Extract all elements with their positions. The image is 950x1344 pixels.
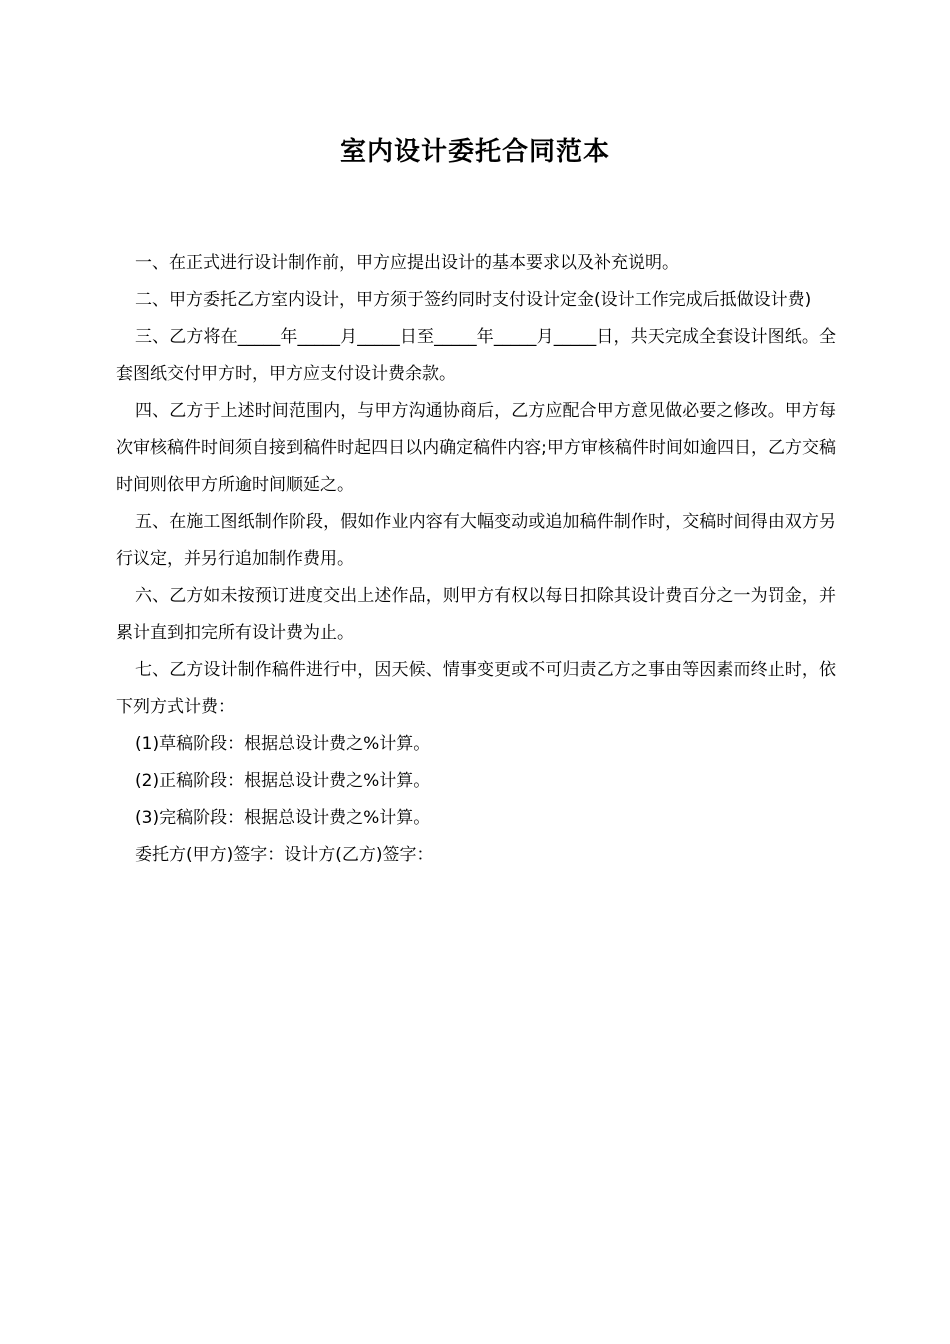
clause-5: 五、在施工图纸制作阶段，假如作业内容有大幅变动或追加稿件制作时，交稿时间得由双方另行议定，并另行追加制作费用。 bbox=[116, 512, 836, 569]
document-body bbox=[116, 245, 836, 874]
clause-6: 六、乙方如未按预订进度交出上述作品，则甲方有权以每日扣除其设计费百分之一为罚金，并累计直到扣完所有设计费为止。 bbox=[116, 586, 836, 643]
clause-7: 七、乙方设计制作稿件进行中，因天候、情事变更或不可归责乙方之事由等因素而终止时，依下列方式计费： bbox=[116, 660, 836, 717]
clause-3: 三、乙方将在_____年_____月_____日至_____年_____月_____日，共天完成全套设计图纸。全套图纸交付甲方时，甲方应支付设计费余款。 bbox=[116, 327, 836, 384]
fee-item-final: (3)完稿阶段：根据总设计费之%计算。 bbox=[135, 808, 431, 828]
fee-item-draft: (1)草稿阶段：根据总设计费之%计算。 bbox=[135, 734, 431, 754]
fee-item-formal: (2)正稿阶段：根据总设计费之%计算。 bbox=[135, 771, 431, 791]
document-title: 室内设计委托合同范本 bbox=[339, 137, 610, 167]
clause-1: 一、在正式进行设计制作前，甲方应提出设计的基本要求以及补充说明。 bbox=[135, 253, 679, 273]
clause-4: 四、乙方于上述时间范围内，与甲方沟通协商后，乙方应配合甲方意见做必要之修改。甲方每次审核稿件时间须自接到稿件时起四日以内确定稿件内容;甲方审核稿件时间如逾四日，乙方交稿时间则依甲方所逾时间顺延之。 bbox=[116, 401, 836, 495]
clause-2: 二、甲方委托乙方室内设计，甲方须于签约同时支付设计定金(设计工作完成后抵做设计费) bbox=[135, 290, 812, 310]
signature-line: 委托方(甲方)签字：设计方(乙方)签字： bbox=[135, 845, 434, 865]
